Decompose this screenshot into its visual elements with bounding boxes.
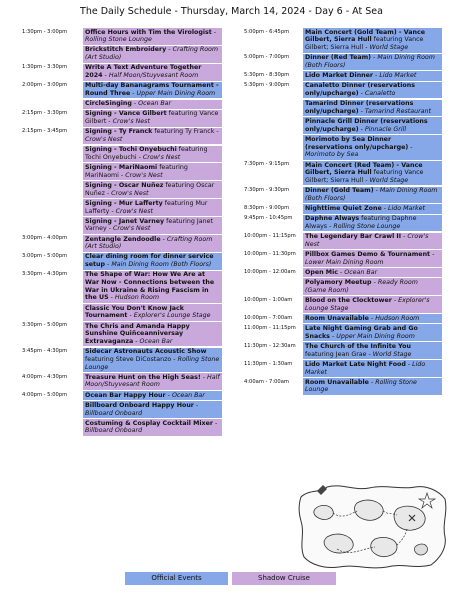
event-title: Signing - MariNaomi <box>85 164 158 172</box>
event-title: Signing - Vance Gilbert <box>85 110 167 118</box>
event-title: Signing - Ty Franck <box>85 128 153 136</box>
event-separator: - <box>373 72 380 80</box>
event-location: Rolling Stone Lounge <box>305 378 417 394</box>
schedule-row <box>22 28 222 45</box>
event-time: 7:30pm - 9:30pm <box>244 187 290 194</box>
event-location: Ready Room (Game Room) <box>305 279 418 294</box>
event-location: World Stage <box>369 44 409 51</box>
event-title: Signing - Janet Varney <box>85 217 165 225</box>
event-title: Sidecar Astronauts Acoustic Show <box>85 348 207 356</box>
event-separator: - <box>358 125 365 133</box>
schedule-row <box>244 378 442 395</box>
event-separator: - <box>211 28 217 36</box>
event-separator: - <box>102 72 109 80</box>
official-event <box>303 378 442 395</box>
event-separator: - <box>368 378 376 386</box>
event-separator: - <box>160 235 167 243</box>
schedule-row <box>244 296 442 313</box>
event-separator: - <box>371 279 378 287</box>
event-time: 4:00pm - 4:30pm <box>22 373 68 380</box>
event-title: Write A Text Adventure Together 2024 <box>85 64 202 80</box>
event-location: Ocean Bar <box>139 337 173 345</box>
event-time: 3:30pm - 4:30pm <box>22 271 68 278</box>
event-location: Crafting Room (Art Studio) <box>85 235 213 251</box>
event-time <box>22 419 83 436</box>
event-separator: - <box>337 268 345 276</box>
event-time: 7:30pm - 9:15pm <box>244 161 290 168</box>
schedule-row <box>22 100 222 109</box>
event-separator: - <box>430 250 435 258</box>
schedule-row <box>22 304 222 321</box>
event-time: 3:45pm - 4:30pm <box>22 348 68 355</box>
event-title: Morimoto by Sea Dinner (reservations only/upcharge) <box>305 135 409 151</box>
official-event <box>83 82 222 99</box>
event-separator: featuring Vance Gilbert; Sierra Hull - <box>305 36 424 51</box>
shadow-cruise-event <box>303 278 442 295</box>
event-time <box>244 278 303 295</box>
official-event <box>83 348 222 373</box>
event-time: 2:00pm - 3:00pm <box>22 82 68 89</box>
event-title: Treasure Hunt on the High Seas! <box>85 373 201 381</box>
event-separator: - <box>193 401 199 409</box>
left-schedule-column <box>22 28 222 437</box>
shadow-cruise-event <box>303 250 442 267</box>
shadow-cruise-event <box>83 128 222 145</box>
event-separator: featuring Janet Varney - <box>85 217 213 233</box>
event-separator: - <box>329 332 337 340</box>
event-separator: featuring Jean Grae - <box>305 350 373 358</box>
official-event <box>303 187 442 204</box>
event-location: Crow's Nest <box>85 135 123 143</box>
schedule-row <box>244 82 442 99</box>
shadow-cruise-event <box>83 163 222 180</box>
event-separator: - <box>391 296 399 304</box>
event-separator: - <box>358 107 365 115</box>
event-location: Ocean Bar <box>171 391 205 399</box>
shadow-cruise-event <box>303 296 442 313</box>
event-title: Daphne Always <box>305 215 360 223</box>
schedule-row <box>244 54 442 71</box>
event-location: Billboard Onboard <box>85 427 143 435</box>
event-title: Late Night Gaming Grab and Go Snacks <box>305 325 418 340</box>
event-time: 10:00pm - 1:00am <box>244 296 293 303</box>
event-separator: - <box>213 419 218 427</box>
official-event <box>303 342 442 359</box>
event-time <box>22 146 83 163</box>
schedule-row <box>244 100 442 117</box>
event-title: Costuming & Cosplay Cocktail Mixer <box>85 419 213 427</box>
event-location: Lido Market <box>305 360 426 376</box>
official-event <box>303 71 442 80</box>
event-title: The Legendary Bar Crawl II <box>305 233 402 241</box>
event-time: 10:00pm - 12:00am <box>244 268 296 275</box>
official-event <box>303 215 442 232</box>
event-time <box>22 46 83 63</box>
schedule-row <box>244 28 442 53</box>
official-event <box>303 82 442 99</box>
event-title: Signing - Oscar Nuñez <box>85 181 164 189</box>
event-time: 10:00pm - 7:00am <box>244 314 293 321</box>
schedule-row <box>244 135 442 160</box>
shadow-cruise-event <box>83 373 222 390</box>
shadow-cruise-event <box>83 28 222 45</box>
event-separator: featuring Mur Lafferty - <box>85 199 208 215</box>
event-title: Classic You Don't Know Jack Tournament <box>85 304 184 320</box>
event-title: Office Hours with Tim the Virologist <box>85 28 212 36</box>
event-time: 8:30pm - 9:00pm <box>244 204 290 211</box>
schedule-row <box>22 401 222 418</box>
event-time <box>22 100 83 109</box>
event-location: Crow's Nest <box>142 153 181 161</box>
event-time: 3:00pm - 5:00pm <box>22 253 68 260</box>
event-title: Main Concert (Gold Team) - Vance Gilbert, Sierra Hull <box>305 28 425 44</box>
event-time: 9:45pm - 10:45pm <box>244 215 293 222</box>
event-separator: - <box>133 337 140 345</box>
event-location: World Stage <box>372 350 412 358</box>
event-title: The Chris and Amanda Happy Sunshine Quiñceanniversay Extravaganza <box>85 322 190 345</box>
schedule-row <box>22 322 222 347</box>
official-event <box>83 253 222 270</box>
event-location: Crow's Nest <box>305 233 429 248</box>
schedule-row <box>22 110 222 127</box>
event-location: Crow's Nest <box>111 189 149 197</box>
event-location: Morimoto by Sea <box>305 151 359 159</box>
shadow-cruise-event <box>83 271 222 303</box>
event-separator: - <box>371 54 378 62</box>
event-separator: - <box>130 89 137 97</box>
event-time <box>22 304 83 321</box>
shadow-cruise-event <box>83 64 222 81</box>
event-separator: - <box>405 360 413 368</box>
event-location: Lower Main Dining Room <box>305 258 384 266</box>
event-time: 2:15pm - 3:30pm <box>22 110 68 117</box>
event-location: Rolling Stone Lounge <box>333 222 401 230</box>
event-time: 5:30pm - 8:30pm <box>244 71 290 78</box>
event-location: Crow's Nest <box>113 225 151 233</box>
schedule-row <box>22 419 222 436</box>
event-separator: - <box>368 314 376 322</box>
schedule-row <box>22 181 222 198</box>
event-time <box>244 135 303 160</box>
event-separator: featuring Vance Gilbert; Sierra Hull - <box>305 169 424 184</box>
official-event <box>303 324 442 341</box>
shadow-cruise-event <box>303 268 442 277</box>
schedule-row <box>244 360 442 377</box>
official-event <box>303 204 442 213</box>
schedule-row <box>22 348 222 373</box>
event-title: Dinner (Gold Team) <box>305 187 374 195</box>
event-time: 1:30pm - 3:30pm <box>22 64 68 71</box>
right-schedule-column <box>244 28 442 396</box>
official-event <box>303 54 442 71</box>
shadow-cruise-event <box>83 419 222 436</box>
legend-official-events: Official Events <box>125 572 228 585</box>
event-title: Blood on the Clocktower <box>305 296 392 304</box>
event-separator: featuring Steve DiCostanzo - <box>85 355 178 363</box>
event-time: 4:00am - 7:00am <box>244 378 289 385</box>
event-title: Ocean Bar Happy Hour <box>85 391 166 399</box>
event-time <box>22 401 83 418</box>
event-title: Lido Market Dinner <box>305 72 374 80</box>
event-location: Explorer's Lounge Stage <box>305 296 430 312</box>
page-title: The Daily Schedule - Thursday, March 14, 2024 - Day 6 - At Sea <box>80 6 383 17</box>
event-title: Pillbox Games Demo & Tournament <box>305 250 431 258</box>
event-separator: featuring Daphne Always - <box>305 215 417 230</box>
event-location: Billboard Onboard <box>85 409 143 417</box>
event-title: Room Unavailable <box>305 378 369 386</box>
shadow-cruise-event <box>83 110 222 127</box>
official-event <box>303 314 442 323</box>
event-time: 5:30pm - 9:00pm <box>244 82 290 89</box>
event-time: 10:00pm - 11:30pm <box>244 250 296 257</box>
event-title: Brickstitch Embroidery <box>85 46 167 54</box>
event-location: Hudson Room <box>114 294 159 302</box>
event-time <box>22 181 83 198</box>
event-location: World Stage <box>369 176 409 184</box>
event-location: Hudson Room <box>375 314 420 322</box>
schedule-row <box>22 128 222 145</box>
official-event <box>303 161 442 186</box>
event-time <box>22 217 83 234</box>
event-location: Upper Main Dining Room <box>136 89 216 97</box>
event-location: Main Dining Room (Both Floors) <box>305 187 438 202</box>
event-location: Upper Main Dining Room <box>336 332 415 340</box>
event-title: Multi-day Bananagrams Tournament - Round Three <box>85 82 219 97</box>
schedule-row <box>22 82 222 99</box>
shadow-cruise-event <box>83 199 222 216</box>
official-event <box>303 135 442 160</box>
schedule-row <box>244 71 442 80</box>
schedule-row <box>22 271 222 303</box>
event-location: Lido Market <box>379 72 417 80</box>
official-event <box>83 391 222 400</box>
event-separator: - <box>200 373 207 381</box>
schedule-row <box>244 342 442 359</box>
schedule-row <box>244 250 442 267</box>
schedule-row <box>244 204 442 213</box>
official-event <box>303 117 442 134</box>
event-location: Half Moon/Stuyvesant Room <box>108 72 199 80</box>
event-location: Crow's Nest <box>115 207 153 215</box>
shadow-cruise-event <box>83 235 222 252</box>
event-separator: - <box>166 46 173 54</box>
event-location: Tamarind Restaurant <box>364 107 431 115</box>
event-separator: - <box>165 391 172 399</box>
event-location: Explorer's Lounge Stage <box>133 312 211 320</box>
event-location: Canaletto <box>364 89 396 97</box>
official-event <box>303 100 442 117</box>
event-title: Pinnacle Grill Dinner (reservations only/upcharge) <box>305 118 428 133</box>
event-time: 3:00pm - 4:00pm <box>22 235 68 242</box>
event-location: Rolling Stone Lounge <box>85 36 152 44</box>
shadow-cruise-event <box>83 304 222 321</box>
shadow-cruise-event <box>303 233 442 250</box>
event-time: 5:00pm - 7:00pm <box>244 54 290 61</box>
event-title: The Church of the Infinite You <box>305 342 411 350</box>
schedule-row <box>22 235 222 252</box>
event-title: Main Concert (Red Team) - Vance Gilbert, Sierra Hull <box>305 161 423 177</box>
schedule-row <box>244 187 442 204</box>
event-location: Main Dining Room (Both Floors) <box>305 54 435 69</box>
event-time <box>22 163 83 180</box>
event-time <box>22 199 83 216</box>
shadow-cruise-event <box>83 322 222 347</box>
schedule-row <box>22 373 222 390</box>
schedule-row <box>244 161 442 186</box>
event-title: Canaletto Dinner (reservations only/upcharge) <box>305 82 415 97</box>
event-separator: - <box>401 233 408 241</box>
event-time: 5:00pm - 6:45pm <box>244 28 290 35</box>
event-title: Lido Market Late Night Food <box>305 360 406 368</box>
event-separator: - <box>373 187 380 195</box>
event-time: 11:30pm - 12:30am <box>244 342 296 349</box>
event-location: Ocean Bar <box>344 268 378 276</box>
event-separator: - <box>105 261 112 269</box>
event-time <box>244 117 303 134</box>
event-time: 11:00pm - 11:15pm <box>244 324 296 331</box>
event-title: Room Unavailable <box>305 314 369 322</box>
event-title: Zentangle Zendoodle <box>85 235 161 243</box>
event-title: Tamarind Dinner (reservations only/upcharge) <box>305 100 414 115</box>
event-title: Polyamory Meetup <box>305 279 372 287</box>
shadow-cruise-event <box>83 100 222 109</box>
event-title: Signing - Mur Lafferty <box>85 199 163 207</box>
event-separator: featuring Tochi Onyebuchi - <box>85 146 208 161</box>
schedule-row <box>22 391 222 400</box>
event-separator: featuring MariNaomi - <box>85 164 188 179</box>
event-separator: - <box>358 89 365 97</box>
event-location: Pinnacle Grill <box>364 125 407 133</box>
event-location: Ocean Bar <box>138 100 172 108</box>
event-location: Crow's Nest <box>112 118 150 126</box>
event-separator: - <box>108 294 115 302</box>
event-time: 4:00pm - 5:00pm <box>22 391 68 398</box>
legend-shadow-cruise: Shadow Cruise <box>232 572 336 585</box>
event-separator: featuring Oscar Nuñez - <box>85 181 215 197</box>
event-separator: - <box>408 143 413 151</box>
event-separator: featuring Vance Gilbert - <box>85 110 219 126</box>
schedule-row <box>244 268 442 277</box>
schedule-row <box>244 233 442 250</box>
event-title: Billboard Onboard Happy Hour <box>85 401 194 409</box>
event-time: 2:15pm - 3:45pm <box>22 128 68 135</box>
event-separator: - <box>127 312 134 320</box>
event-location: Crafting Room (Art Studio) <box>85 46 219 62</box>
schedule-row <box>22 46 222 63</box>
schedule-row <box>22 253 222 270</box>
schedule-row <box>22 217 222 234</box>
event-title: Signing - Tochi Onyebuchi <box>85 146 177 154</box>
shadow-cruise-event <box>83 181 222 198</box>
event-time: 10:00pm - 11:15pm <box>244 233 296 239</box>
event-separator: - <box>381 205 389 213</box>
official-event <box>83 401 222 418</box>
event-title: Nighttime Quiet Zone <box>305 205 382 213</box>
schedule-row <box>244 117 442 134</box>
schedule-row <box>22 64 222 81</box>
event-title: Dinner (Red Team) <box>305 54 372 62</box>
schedule-row <box>22 146 222 163</box>
event-location: Half Moon/Stuyvesant Room <box>85 373 220 389</box>
event-time <box>244 100 303 117</box>
event-separator: featuring Ty Franck - <box>152 128 219 136</box>
event-title: CircleSinging <box>85 100 132 108</box>
official-event <box>303 360 442 377</box>
event-title: Clear dining room for dinner service setup <box>85 253 214 269</box>
event-time: 3:30pm - 5:00pm <box>22 322 68 329</box>
schedule-row <box>244 314 442 323</box>
schedule-row <box>244 215 442 232</box>
official-event <box>303 28 442 53</box>
schedule-row <box>244 278 442 295</box>
event-title: Open Mic <box>305 268 338 276</box>
shadow-cruise-event <box>83 146 222 163</box>
treasure-map-icon <box>297 479 449 571</box>
event-location: Main Dining Room (Both Floors) <box>111 261 212 269</box>
schedule-row <box>22 163 222 180</box>
event-location: Crow's Nest <box>125 171 163 179</box>
event-time: 1:30pm - 3:00pm <box>22 28 68 35</box>
event-location: Lido Market <box>388 205 425 213</box>
event-time: 11:30pm - 1:30am <box>244 360 293 367</box>
event-location: Rolling Stone Lounge <box>85 355 220 371</box>
schedule-row <box>22 199 222 216</box>
shadow-cruise-event <box>83 217 222 234</box>
event-separator: - <box>131 100 139 108</box>
event-title: The Shape of War: How We Are at War Now - Connections between the War in Ukraine & Rising Fascism in the US <box>85 271 215 302</box>
schedule-row <box>244 324 442 341</box>
shadow-cruise-event <box>83 46 222 63</box>
